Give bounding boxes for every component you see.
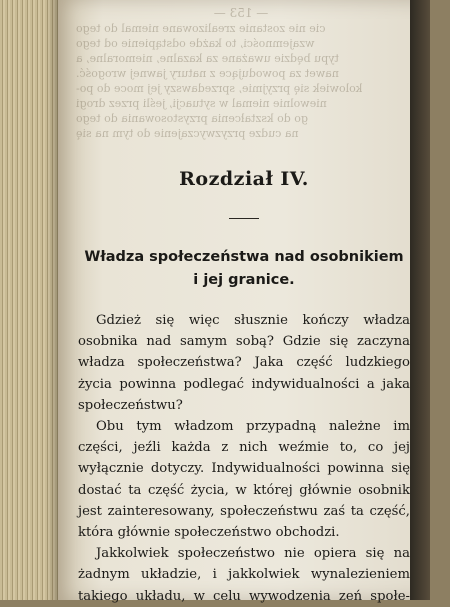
- section-title: [78, 246, 410, 292]
- bleed-through-line: typu będzie uważane za kazalne, niemoralne, a: [76, 52, 339, 65]
- book-page: [58, 0, 430, 604]
- section-title-line: Władza społeczeństwa nad osobnikiem: [84, 249, 404, 265]
- chapter-title: Rozdział IV.: [179, 168, 309, 190]
- paragraph: Gdzież się więc słusznie kończy władza osobnika nad samym sobą? Gdzie się zaczyna władza społeczeństwa? Jaka część ludzkiego życia powinna podlegać indywidualności a jaka społeczeństwu?: [78, 313, 410, 413]
- paragraph: Obu tym władzom przypadną należne im części, jeźli każda z nich weźmie to, co jej wyłącznie dotyczy. Indywidualności powinna się dostać ta część życia, w której głównie osobnik jest zainteresowany, społeczeństwu zaś ta część, która głównie społeczeństwo obchodzi.: [78, 419, 410, 541]
- bleed-through-page-number: — 153 —: [213, 6, 269, 20]
- chapter-divider: [229, 218, 259, 219]
- bleed-through-line: na cudze przyzwyczajenie do tym na się: [76, 127, 299, 140]
- book-cover-edge: [410, 0, 430, 600]
- body-text: [78, 310, 410, 607]
- bleed-through-line: nawet za powodujące z natury jawnej wrogość.: [76, 67, 339, 80]
- paragraph: Jakkolwiek społeczeństwo nie opiera się na żadnym układzie, i jakkolwiek wynalezieniem takiego układu, w celu wywodzenia zeń społe-: [78, 546, 410, 604]
- page-stack-edges: [0, 0, 60, 600]
- bleed-through-line: kolowiek się przyjmie, sprzedawszy jej moce do po-: [76, 82, 363, 95]
- bleed-through-text: [76, 6, 406, 186]
- bleed-through-line: go do kształcenia przystosowania do tego: [76, 112, 308, 125]
- section-title-line: i jej granice.: [193, 272, 295, 288]
- bleed-through-line: wzajemności, to każde odstąpienie od tego: [76, 37, 315, 50]
- page-content: [78, 160, 410, 607]
- bleed-through-line: niewolnie niemal w sytuacji, jeśli przez drogi: [76, 97, 327, 110]
- bleed-through-line: cie nie zostanie zrealizowane niemal do tego: [76, 22, 326, 35]
